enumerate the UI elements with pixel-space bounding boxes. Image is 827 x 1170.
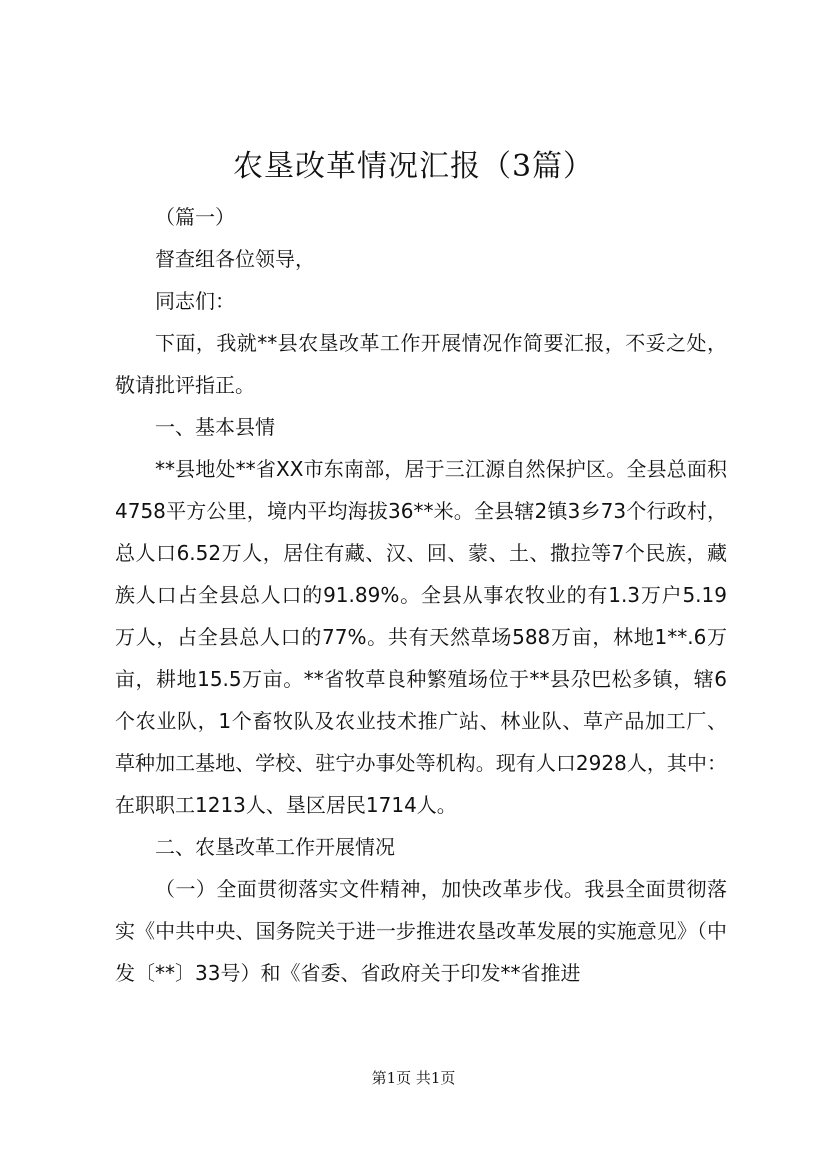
- page-footer: 第1页 共1页: [371, 1069, 456, 1087]
- document-body: [115, 196, 727, 994]
- body-paragraph: 下面，我就**县农垦改革工作开展情况作简要汇报，不妥之处，敬请批评指正。: [115, 331, 727, 397]
- salutation-line: 督查组各位领导，: [155, 247, 315, 271]
- body-paragraph: （一）全面贯彻落实文件精神，加快改革步伐。我县全面贯彻落实《中共中央、国务院关于进一步推进农垦改革发展的实施意见》（中发〔**〕33号）和《省委、省政府关于印发**省推进: [115, 877, 727, 985]
- salutation-line: 同志们：: [155, 289, 235, 313]
- section-heading: 二、农垦改革工作开展情况: [155, 835, 395, 859]
- document-title: 农垦改革情况汇报（3篇）: [232, 149, 595, 184]
- section-label: （篇一）: [155, 205, 235, 229]
- section-heading: 一、基本县情: [155, 415, 275, 439]
- body-paragraph: **县地处**省XX市东南部，居于三江源自然保护区。全县总面积4758平方公里，境内平均海拔36**米。全县辖2镇3乡73个行政村，总人口6.52万人，居住有藏、汉、回、蒙、土、撒拉等7个民族，藏族人口占全县总人口的91.89%。全县从事农牧业的有1.3万户5.19万人，占全县总人口的77%。共有天然草场588万亩，林地1**.6万亩，耕地15.5万亩。**省牧草良种繁殖场位于**县尕巴松多镇，辖6个农业队，1个畜牧队及农业技术推广站、林业队、草产品加工厂、草种加工基地、学校、驻宁办事处等机构。现有人口2928人，其中：在职职工1213人、垦区居民1714人。: [115, 457, 727, 817]
